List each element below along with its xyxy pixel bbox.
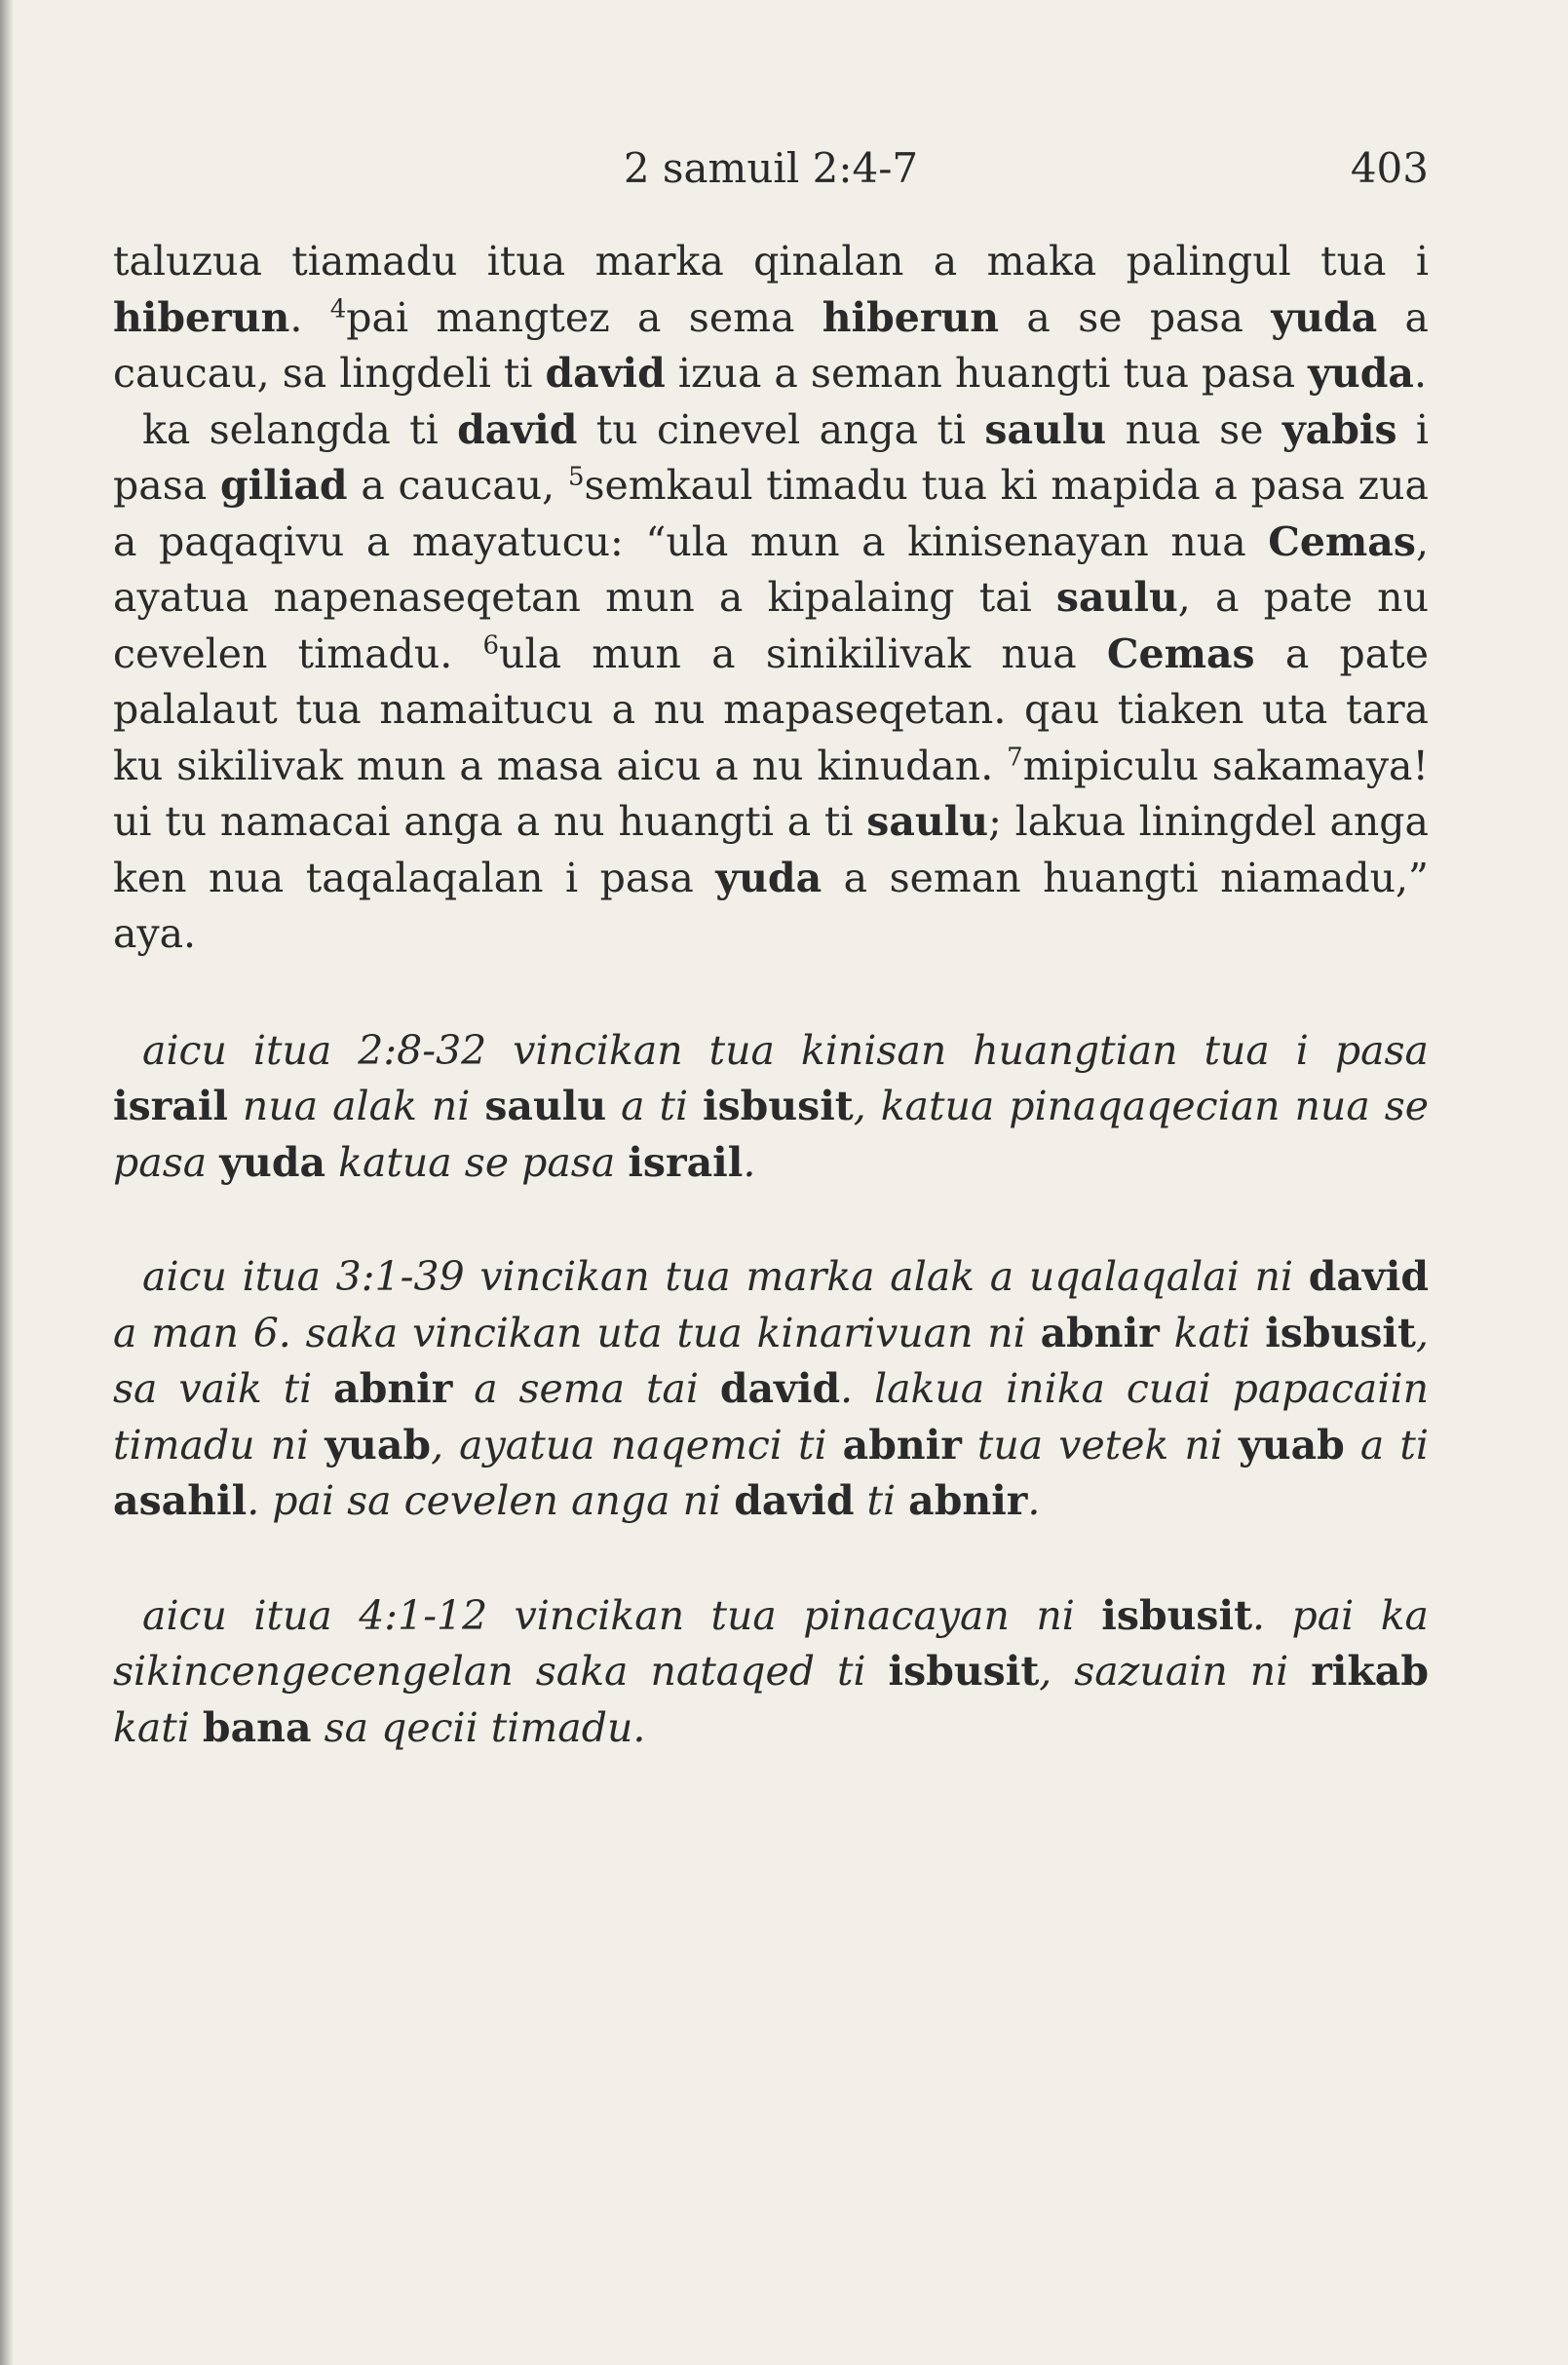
text-run: a seman huangti niamadu,” aya. <box>113 854 1430 957</box>
text-run: ti <box>854 1477 909 1524</box>
text-run: , katua pinaqaqecian nua se pasa <box>113 1083 1429 1186</box>
person-name: yuab <box>325 1421 432 1469</box>
text-run: katua se pasa <box>325 1138 629 1186</box>
place-name: giliad <box>219 462 348 509</box>
text-run: a sema tai <box>452 1365 720 1412</box>
summary-paragraph-3 <box>113 1588 1429 1757</box>
person-name: saulu <box>1055 574 1178 621</box>
person-name: saulu <box>866 798 989 845</box>
text-run: a caucau, <box>347 462 568 509</box>
text-run: kati <box>1159 1309 1266 1356</box>
person-name: saulu <box>984 405 1107 453</box>
text-run: semkaul timadu tua ki mapida a pasa zua a paqaqivu a mayatucu: “ula mun a kinisenayan nua <box>113 462 1429 565</box>
text-run: a caucau, sa lingdeli ti <box>113 293 1429 397</box>
verse-number: 4 <box>329 293 347 324</box>
place-name: yuda <box>1308 350 1414 397</box>
person-name: abnir <box>908 1477 1028 1524</box>
verse-number: 6 <box>482 629 500 660</box>
place-name: israil <box>628 1138 744 1186</box>
text-run: . <box>1027 1477 1041 1524</box>
running-head: 2 samuil 2:4-7 <box>623 144 919 192</box>
text-run: aicu itua 3:1-39 vincikan tua marka alak a uqalaqalai ni <box>142 1253 1309 1300</box>
person-name: isbusit <box>1265 1309 1416 1356</box>
text-run: . <box>743 1138 756 1186</box>
text-run: pai mangtez a sema <box>346 293 822 341</box>
text-run: aicu itua 2:8-32 vincikan tua kinisan huangtian tua i pasa <box>142 1026 1429 1074</box>
text-run: a man 6. saka vincikan uta tua kinarivuan ni <box>113 1309 1041 1356</box>
text-run: . <box>289 293 330 341</box>
place-name: yabis <box>1281 405 1397 453</box>
text-run: a se pasa <box>999 293 1272 341</box>
body-text <box>113 234 1429 1756</box>
text-run: , a pate nu cevelen timadu. <box>113 574 1429 677</box>
person-name: isbusit <box>888 1648 1040 1695</box>
text-run: . pai sa cevelen anga ni <box>247 1477 735 1524</box>
person-name: isbusit <box>703 1083 854 1129</box>
text-run: nua se <box>1106 405 1282 453</box>
summary-paragraph-2 <box>113 1249 1429 1530</box>
text-run: ula mun a sinikilivak nua <box>499 629 1107 677</box>
paragraph-1 <box>113 234 1429 402</box>
book-spine-shadow <box>0 0 14 2365</box>
place-name: yuda <box>219 1138 326 1186</box>
text-run: ; lakua liningdel anga ken nua taqalaqalan i pasa <box>113 798 1429 901</box>
person-name: saulu <box>484 1083 607 1129</box>
text-run: . <box>1413 350 1427 397</box>
person-name: yuab <box>1238 1421 1345 1469</box>
person-name: david <box>1308 1253 1429 1300</box>
person-name: isbusit <box>1101 1591 1253 1639</box>
person-name: david <box>734 1477 855 1524</box>
place-name: yuda <box>715 854 822 901</box>
divine-name: Cemas <box>1268 517 1416 565</box>
person-name: david <box>719 1365 841 1412</box>
person-name: abnir <box>842 1421 962 1469</box>
page-header <box>113 127 1429 195</box>
person-name: bana <box>202 1703 312 1751</box>
text-run: i pasa <box>113 405 1429 509</box>
text-run: aicu itua 4:1-12 vincikan tua pinacayan ni <box>142 1591 1102 1639</box>
text-run: mipiculu sakamaya! ui tu namacai anga a nu huangti a ti <box>113 742 1429 845</box>
text-run: ka selangda ti <box>142 405 458 453</box>
person-name: asahil <box>113 1477 248 1524</box>
place-name: israil <box>113 1083 228 1129</box>
book-page <box>113 127 1429 1756</box>
text-run: , sazuain ni <box>1039 1648 1312 1695</box>
text-run: , ayatua napenaseqetan mun a kipalaing tai <box>113 517 1429 621</box>
text-run: tua vetek ni <box>961 1421 1239 1469</box>
page-number: 403 <box>1350 144 1429 192</box>
divine-name: Cemas <box>1106 629 1255 677</box>
text-run: . lakua inika cuai papacaiin timadu ni <box>113 1365 1429 1469</box>
text-run: , sa vaik ti <box>113 1309 1429 1412</box>
summary-paragraph-1 <box>113 1023 1429 1192</box>
text-run: tu cinevel anga ti <box>577 405 985 453</box>
place-name: hiberun <box>113 293 290 341</box>
person-name: david <box>545 350 666 397</box>
text-run: , ayatua naqemci ti <box>431 1421 843 1469</box>
text-run: kati <box>113 1703 203 1751</box>
paragraph-2 <box>113 402 1429 963</box>
person-name: abnir <box>333 1365 453 1412</box>
place-name: yuda <box>1271 293 1378 341</box>
person-name: david <box>457 405 578 453</box>
person-name: abnir <box>1040 1309 1160 1356</box>
verse-number: 7 <box>1007 742 1023 772</box>
verse-number: 5 <box>567 462 585 492</box>
text-run: taluzua tiamadu itua marka qinalan a maka palingul tua i <box>113 238 1429 285</box>
text-run: a ti <box>1344 1421 1429 1469</box>
text-run: izua a seman huangti tua pasa <box>665 350 1309 397</box>
person-name: rikab <box>1311 1648 1430 1695</box>
place-name: hiberun <box>822 293 1000 341</box>
text-run: sa qecii timadu. <box>311 1703 646 1751</box>
text-run: a ti <box>606 1083 703 1129</box>
text-run: a pate palalaut tua namaitucu a nu mapaseqetan. qau tiaken uta tara ku sikilivak mun a masa aicu a nu kinudan. <box>113 629 1429 789</box>
text-run: . pai ka sikincengecengelan saka nataqed ti <box>113 1591 1429 1695</box>
text-run: nua alak ni <box>227 1083 485 1129</box>
